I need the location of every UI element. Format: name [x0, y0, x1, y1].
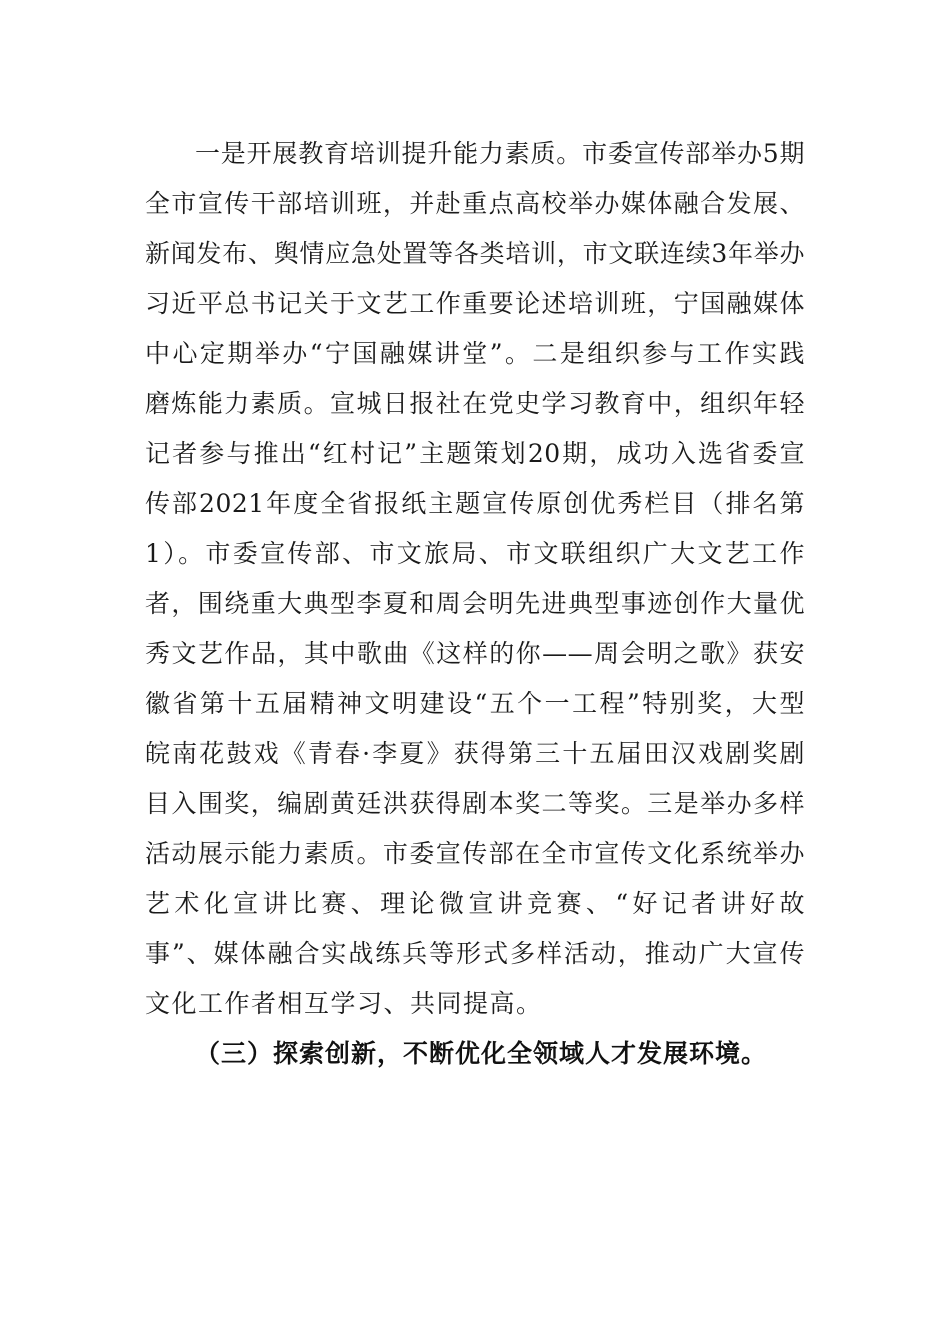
paragraph-line: 一是开展教育培训提升能力素质。市委宣传部举办5期	[195, 139, 805, 168]
paragraph-line: 文化工作者相互学习、共同提高。	[145, 989, 543, 1018]
paragraph-line: 新闻发布、舆情应急处置等各类培训，市文联连续3年举办	[145, 239, 805, 268]
paragraph-line: 目入围奖，编剧黄廷洪获得剧本奖二等奖。三是举办多样	[145, 789, 805, 818]
paragraph-line: 全市宣传干部培训班，并赴重点高校举办媒体融合发展、	[145, 189, 805, 218]
paragraph-line: 皖南花鼓戏《青春·李夏》获得第三十五届田汉戏剧奖剧	[145, 739, 805, 768]
paragraph-line: 记者参与推出“红村记”主题策划20期，成功入选省委宣	[145, 439, 805, 468]
paragraph-line: 艺术化宣讲比赛、理论微宣讲竞赛、“好记者讲好故	[145, 889, 805, 918]
paragraph-line: 磨炼能力素质。宣城日报社在党史学习教育中，组织年轻	[145, 389, 805, 418]
paragraph-line: 1）。市委宣传部、市文旅局、市文联组织广大文艺工作	[145, 539, 805, 568]
paragraph-line: 事”、媒体融合实战练兵等形式多样活动，推动广大宣传	[145, 939, 805, 968]
paragraph-line: 者，围绕重大典型李夏和周会明先进典型事迹创作大量优	[145, 589, 805, 618]
paragraph-line: 传部2021年度全省报纸主题宣传原创优秀栏目（排名第	[145, 489, 805, 518]
paragraph-line: 徽省第十五届精神文明建设“五个一工程”特别奖，大型	[145, 689, 805, 718]
paragraph-line: 秀文艺作品，其中歌曲《这样的你——周会明之歌》获安	[145, 639, 805, 668]
paragraph-line: 习近平总书记关于文艺工作重要论述培训班，宁国融媒体	[145, 289, 805, 318]
paragraph-line: 活动展示能力素质。市委宣传部在全市宣传文化系统举办	[145, 839, 805, 868]
section-heading: （三）探索创新，不断优化全领域人才发展环境。	[195, 1039, 768, 1068]
paragraph-line: 中心定期举办“宁国融媒讲堂”。二是组织参与工作实践	[145, 339, 805, 368]
